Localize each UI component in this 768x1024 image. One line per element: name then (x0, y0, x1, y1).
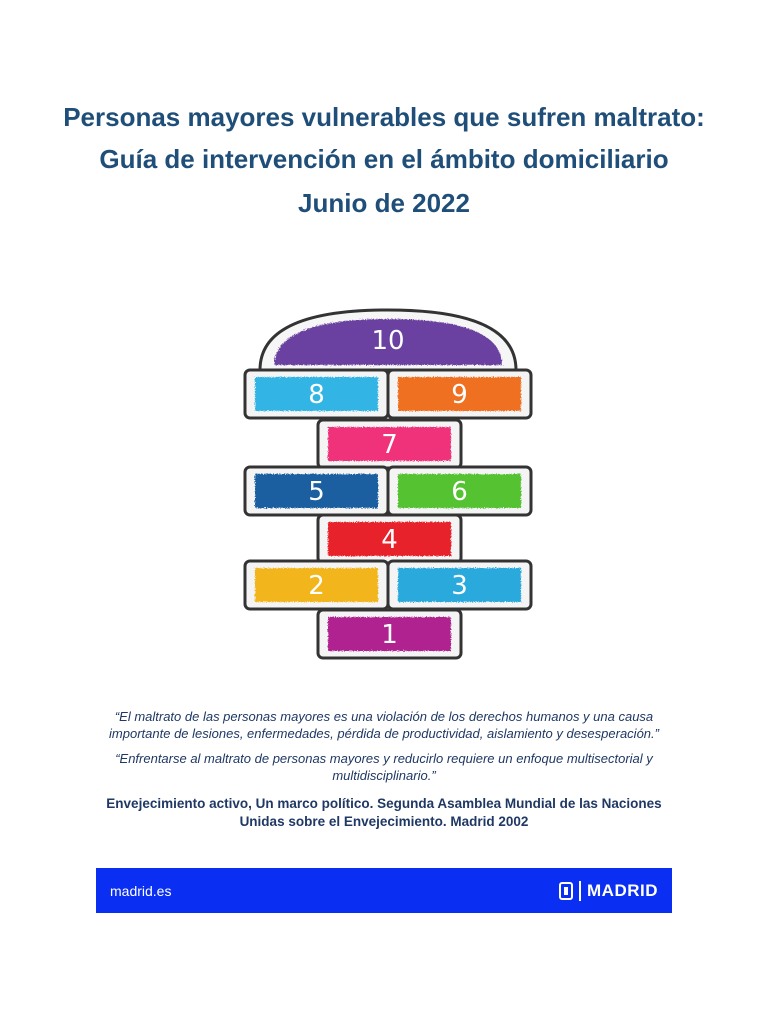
quote-2: “Enfrentarse al maltrato de personas mayores y reducirlo requiere un enfoque multisectorial y multidisciplinario.” (115, 751, 653, 783)
title-line-2: Guía de intervención en el ámbito domiciliario (99, 144, 669, 174)
hopscotch-number-7: 7 (381, 430, 398, 460)
footer-url-link[interactable]: madrid.es (110, 882, 172, 899)
madrid-logo-text: MADRID (587, 880, 658, 900)
hopscotch-number-2: 2 (308, 571, 325, 601)
hopscotch-number-4: 4 (381, 525, 398, 555)
hopscotch-illustration (240, 305, 536, 660)
document-title (60, 100, 708, 220)
title-date: Junio de 2022 (298, 188, 470, 218)
quote-source: Envejecimiento activo, Un marco político. Segunda Asamblea Mundial de las Naciones Unidas sobre el Envejecimiento. Madrid 2002 (106, 796, 662, 829)
madrid-logo (559, 881, 658, 901)
quotes-block (100, 708, 668, 792)
hopscotch-number-9: 9 (451, 380, 468, 410)
quote-1: “El maltrato de las personas mayores es una violación de los derechos humanos y una causa importante de lesiones, enfermedades, pérdida de productividad, aislamiento y desesperación.” (109, 709, 659, 741)
madrid-crest-icon (559, 881, 573, 901)
title-line-1: Personas mayores vulnerables que sufren maltrato: (63, 102, 705, 132)
footer-bar (96, 868, 672, 913)
hopscotch-number-8: 8 (308, 380, 325, 410)
logo-divider (579, 881, 581, 901)
hopscotch-number-5: 5 (308, 477, 325, 507)
hopscotch-number-10: 10 (371, 326, 405, 356)
hopscotch-number-6: 6 (451, 477, 468, 507)
hopscotch-number-1: 1 (381, 620, 398, 650)
hopscotch-number-3: 3 (451, 571, 468, 601)
